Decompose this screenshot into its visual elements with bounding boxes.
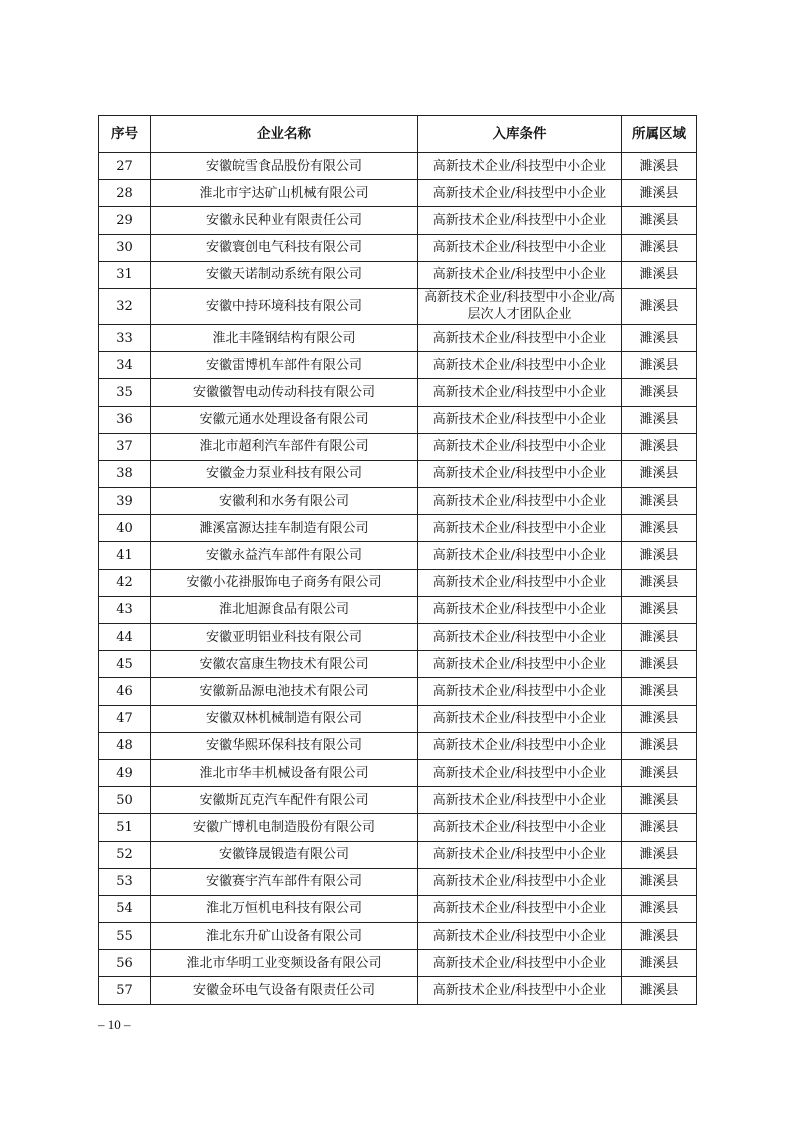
company-name-cell: 安徽新品源电池技术有限公司 <box>151 678 418 705</box>
company-name-cell: 安徽元通水处理设备有限公司 <box>151 406 418 433</box>
admission-condition-cell: 高新技术企业/科技型中小企业 <box>418 207 622 234</box>
table-row <box>99 207 697 234</box>
region-cell: 濉溪县 <box>622 895 697 922</box>
admission-condition-cell: 高新技术企业/科技型中小企业 <box>418 406 622 433</box>
admission-condition-cell: 高新技术企业/科技型中小企业 <box>418 542 622 569</box>
serial-number-cell: 54 <box>99 895 151 922</box>
table-row <box>99 406 697 433</box>
table-row <box>99 460 697 487</box>
company-name-cell: 安徽双林机械制造有限公司 <box>151 705 418 732</box>
company-name-cell: 濉溪富源达挂车制造有限公司 <box>151 515 418 542</box>
serial-number-cell: 36 <box>99 406 151 433</box>
table-row <box>99 261 697 288</box>
table-row <box>99 624 697 651</box>
region-cell: 濉溪县 <box>622 515 697 542</box>
table-row <box>99 596 697 623</box>
company-name-cell: 安徽斯瓦克汽车配件有限公司 <box>151 787 418 814</box>
table-row <box>99 678 697 705</box>
admission-condition-cell: 高新技术企业/科技型中小企业 <box>418 814 622 841</box>
company-name-cell: 安徽广博机电制造股份有限公司 <box>151 814 418 841</box>
table-row <box>99 379 697 406</box>
region-cell: 濉溪县 <box>622 624 697 651</box>
serial-number-cell: 55 <box>99 923 151 950</box>
admission-condition-cell: 高新技术企业/科技型中小企业 <box>418 732 622 759</box>
company-name-cell: 安徽锋晟锻造有限公司 <box>151 841 418 868</box>
company-name-cell: 安徽中持环境科技有限公司 <box>151 288 418 324</box>
serial-number-cell: 50 <box>99 787 151 814</box>
serial-number-cell: 33 <box>99 324 151 351</box>
admission-condition-cell: 高新技术企业/科技型中小企业 <box>418 651 622 678</box>
region-cell: 濉溪县 <box>622 950 697 977</box>
region-cell: 濉溪县 <box>622 569 697 596</box>
header-admission-condition: 入库条件 <box>418 116 622 153</box>
company-name-cell: 淮北市宇达矿山机械有限公司 <box>151 180 418 207</box>
admission-condition-cell: 高新技术企业/科技型中小企业 <box>418 841 622 868</box>
admission-condition-cell: 高新技术企业/科技型中小企业 <box>418 379 622 406</box>
serial-number-cell: 51 <box>99 814 151 841</box>
region-cell: 濉溪县 <box>622 542 697 569</box>
admission-condition-cell: 高新技术企业/科技型中小企业 <box>418 352 622 379</box>
serial-number-cell: 37 <box>99 433 151 460</box>
company-name-cell: 安徽农富康生物技术有限公司 <box>151 651 418 678</box>
table-row <box>99 180 697 207</box>
admission-condition-cell: 高新技术企业/科技型中小企业/高层次人才团队企业 <box>418 288 622 324</box>
serial-number-cell: 56 <box>99 950 151 977</box>
region-cell: 濉溪县 <box>622 732 697 759</box>
page-number: – 10 – <box>98 1017 131 1032</box>
company-name-cell: 安徽亚明铝业科技有限公司 <box>151 624 418 651</box>
serial-number-cell: 31 <box>99 261 151 288</box>
serial-number-cell: 57 <box>99 977 151 1004</box>
admission-condition-cell: 高新技术企业/科技型中小企业 <box>418 895 622 922</box>
serial-number-cell: 29 <box>99 207 151 234</box>
company-name-cell: 安徽徽智电动传动科技有限公司 <box>151 379 418 406</box>
serial-number-cell: 44 <box>99 624 151 651</box>
table-row <box>99 787 697 814</box>
serial-number-cell: 42 <box>99 569 151 596</box>
table-row <box>99 732 697 759</box>
admission-condition-cell: 高新技术企业/科技型中小企业 <box>418 950 622 977</box>
region-cell: 濉溪县 <box>622 433 697 460</box>
region-cell: 濉溪县 <box>622 180 697 207</box>
region-cell: 濉溪县 <box>622 352 697 379</box>
region-cell: 濉溪县 <box>622 261 697 288</box>
serial-number-cell: 41 <box>99 542 151 569</box>
company-name-cell: 安徽天诺制动系统有限公司 <box>151 261 418 288</box>
admission-condition-cell: 高新技术企业/科技型中小企业 <box>418 433 622 460</box>
table-row <box>99 324 697 351</box>
company-name-cell: 安徽皖雪食品股份有限公司 <box>151 153 418 180</box>
table-row <box>99 234 697 261</box>
table-row <box>99 759 697 786</box>
region-cell: 濉溪县 <box>622 488 697 515</box>
table-row <box>99 352 697 379</box>
company-name-cell: 淮北东升矿山设备有限公司 <box>151 923 418 950</box>
table-row <box>99 153 697 180</box>
serial-number-cell: 28 <box>99 180 151 207</box>
admission-condition-cell: 高新技术企业/科技型中小企业 <box>418 787 622 814</box>
table-row <box>99 950 697 977</box>
serial-number-cell: 43 <box>99 596 151 623</box>
admission-condition-cell: 高新技术企业/科技型中小企业 <box>418 705 622 732</box>
region-cell: 濉溪县 <box>622 841 697 868</box>
admission-condition-cell: 高新技术企业/科技型中小企业 <box>418 180 622 207</box>
company-name-cell: 淮北旭源食品有限公司 <box>151 596 418 623</box>
region-cell: 濉溪县 <box>622 977 697 1004</box>
admission-condition-cell: 高新技术企业/科技型中小企业 <box>418 324 622 351</box>
company-name-cell: 安徽金力泵业科技有限公司 <box>151 460 418 487</box>
header-region: 所属区域 <box>622 116 697 153</box>
company-name-cell: 淮北市华丰机械设备有限公司 <box>151 759 418 786</box>
company-name-cell: 淮北市超利汽车部件有限公司 <box>151 433 418 460</box>
serial-number-cell: 35 <box>99 379 151 406</box>
region-cell: 濉溪县 <box>622 324 697 351</box>
admission-condition-cell: 高新技术企业/科技型中小企业 <box>418 868 622 895</box>
admission-condition-cell: 高新技术企业/科技型中小企业 <box>418 234 622 261</box>
table-row <box>99 814 697 841</box>
table-row <box>99 841 697 868</box>
table-row <box>99 488 697 515</box>
serial-number-cell: 49 <box>99 759 151 786</box>
serial-number-cell: 27 <box>99 153 151 180</box>
company-name-cell: 安徽赛宇汽车部件有限公司 <box>151 868 418 895</box>
admission-condition-cell: 高新技术企业/科技型中小企业 <box>418 460 622 487</box>
table-row <box>99 569 697 596</box>
region-cell: 濉溪县 <box>622 814 697 841</box>
admission-condition-cell: 高新技术企业/科技型中小企业 <box>418 678 622 705</box>
region-cell: 濉溪县 <box>622 288 697 324</box>
table-row <box>99 651 697 678</box>
company-name-cell: 淮北市华明工业变频设备有限公司 <box>151 950 418 977</box>
header-company-name: 企业名称 <box>151 116 418 153</box>
admission-condition-cell: 高新技术企业/科技型中小企业 <box>418 923 622 950</box>
serial-number-cell: 40 <box>99 515 151 542</box>
region-cell: 濉溪县 <box>622 787 697 814</box>
serial-number-cell: 34 <box>99 352 151 379</box>
serial-number-cell: 53 <box>99 868 151 895</box>
table-row <box>99 288 697 324</box>
company-name-cell: 安徽小花褂服饰电子商务有限公司 <box>151 569 418 596</box>
serial-number-cell: 38 <box>99 460 151 487</box>
admission-condition-cell: 高新技术企业/科技型中小企业 <box>418 624 622 651</box>
region-cell: 濉溪县 <box>622 705 697 732</box>
admission-condition-cell: 高新技术企业/科技型中小企业 <box>418 153 622 180</box>
admission-condition-cell: 高新技术企业/科技型中小企业 <box>418 569 622 596</box>
table-body <box>99 153 697 1005</box>
table-row <box>99 515 697 542</box>
admission-condition-cell: 高新技术企业/科技型中小企业 <box>418 759 622 786</box>
table-row <box>99 923 697 950</box>
serial-number-cell: 48 <box>99 732 151 759</box>
table-row <box>99 895 697 922</box>
company-name-cell: 淮北丰隆钢结构有限公司 <box>151 324 418 351</box>
region-cell: 濉溪县 <box>622 759 697 786</box>
serial-number-cell: 45 <box>99 651 151 678</box>
region-cell: 濉溪县 <box>622 207 697 234</box>
company-name-cell: 安徽寰创电气科技有限公司 <box>151 234 418 261</box>
admission-condition-cell: 高新技术企业/科技型中小企业 <box>418 488 622 515</box>
serial-number-cell: 30 <box>99 234 151 261</box>
table-row <box>99 977 697 1004</box>
company-name-cell: 安徽永益汽车部件有限公司 <box>151 542 418 569</box>
region-cell: 濉溪县 <box>622 153 697 180</box>
company-name-cell: 安徽金环电气设备有限责任公司 <box>151 977 418 1004</box>
region-cell: 濉溪县 <box>622 596 697 623</box>
serial-number-cell: 46 <box>99 678 151 705</box>
company-name-cell: 安徽华熙环保科技有限公司 <box>151 732 418 759</box>
header-serial-number: 序号 <box>99 116 151 153</box>
serial-number-cell: 32 <box>99 288 151 324</box>
admission-condition-cell: 高新技术企业/科技型中小企业 <box>418 515 622 542</box>
admission-condition-cell: 高新技术企业/科技型中小企业 <box>418 261 622 288</box>
region-cell: 濉溪县 <box>622 923 697 950</box>
region-cell: 濉溪县 <box>622 379 697 406</box>
table-row <box>99 542 697 569</box>
table-header-row <box>99 116 697 153</box>
company-name-cell: 安徽利和水务有限公司 <box>151 488 418 515</box>
region-cell: 濉溪县 <box>622 234 697 261</box>
region-cell: 濉溪县 <box>622 678 697 705</box>
serial-number-cell: 39 <box>99 488 151 515</box>
region-cell: 濉溪县 <box>622 868 697 895</box>
company-name-cell: 安徽永民种业有限责任公司 <box>151 207 418 234</box>
company-name-cell: 安徽雷博机车部件有限公司 <box>151 352 418 379</box>
company-name-cell: 淮北万恒机电科技有限公司 <box>151 895 418 922</box>
serial-number-cell: 52 <box>99 841 151 868</box>
region-cell: 濉溪县 <box>622 651 697 678</box>
table-row <box>99 868 697 895</box>
enterprise-table <box>98 115 697 1005</box>
table-row <box>99 705 697 732</box>
region-cell: 濉溪县 <box>622 406 697 433</box>
admission-condition-cell: 高新技术企业/科技型中小企业 <box>418 977 622 1004</box>
admission-condition-cell: 高新技术企业/科技型中小企业 <box>418 596 622 623</box>
table-row <box>99 433 697 460</box>
region-cell: 濉溪县 <box>622 460 697 487</box>
serial-number-cell: 47 <box>99 705 151 732</box>
